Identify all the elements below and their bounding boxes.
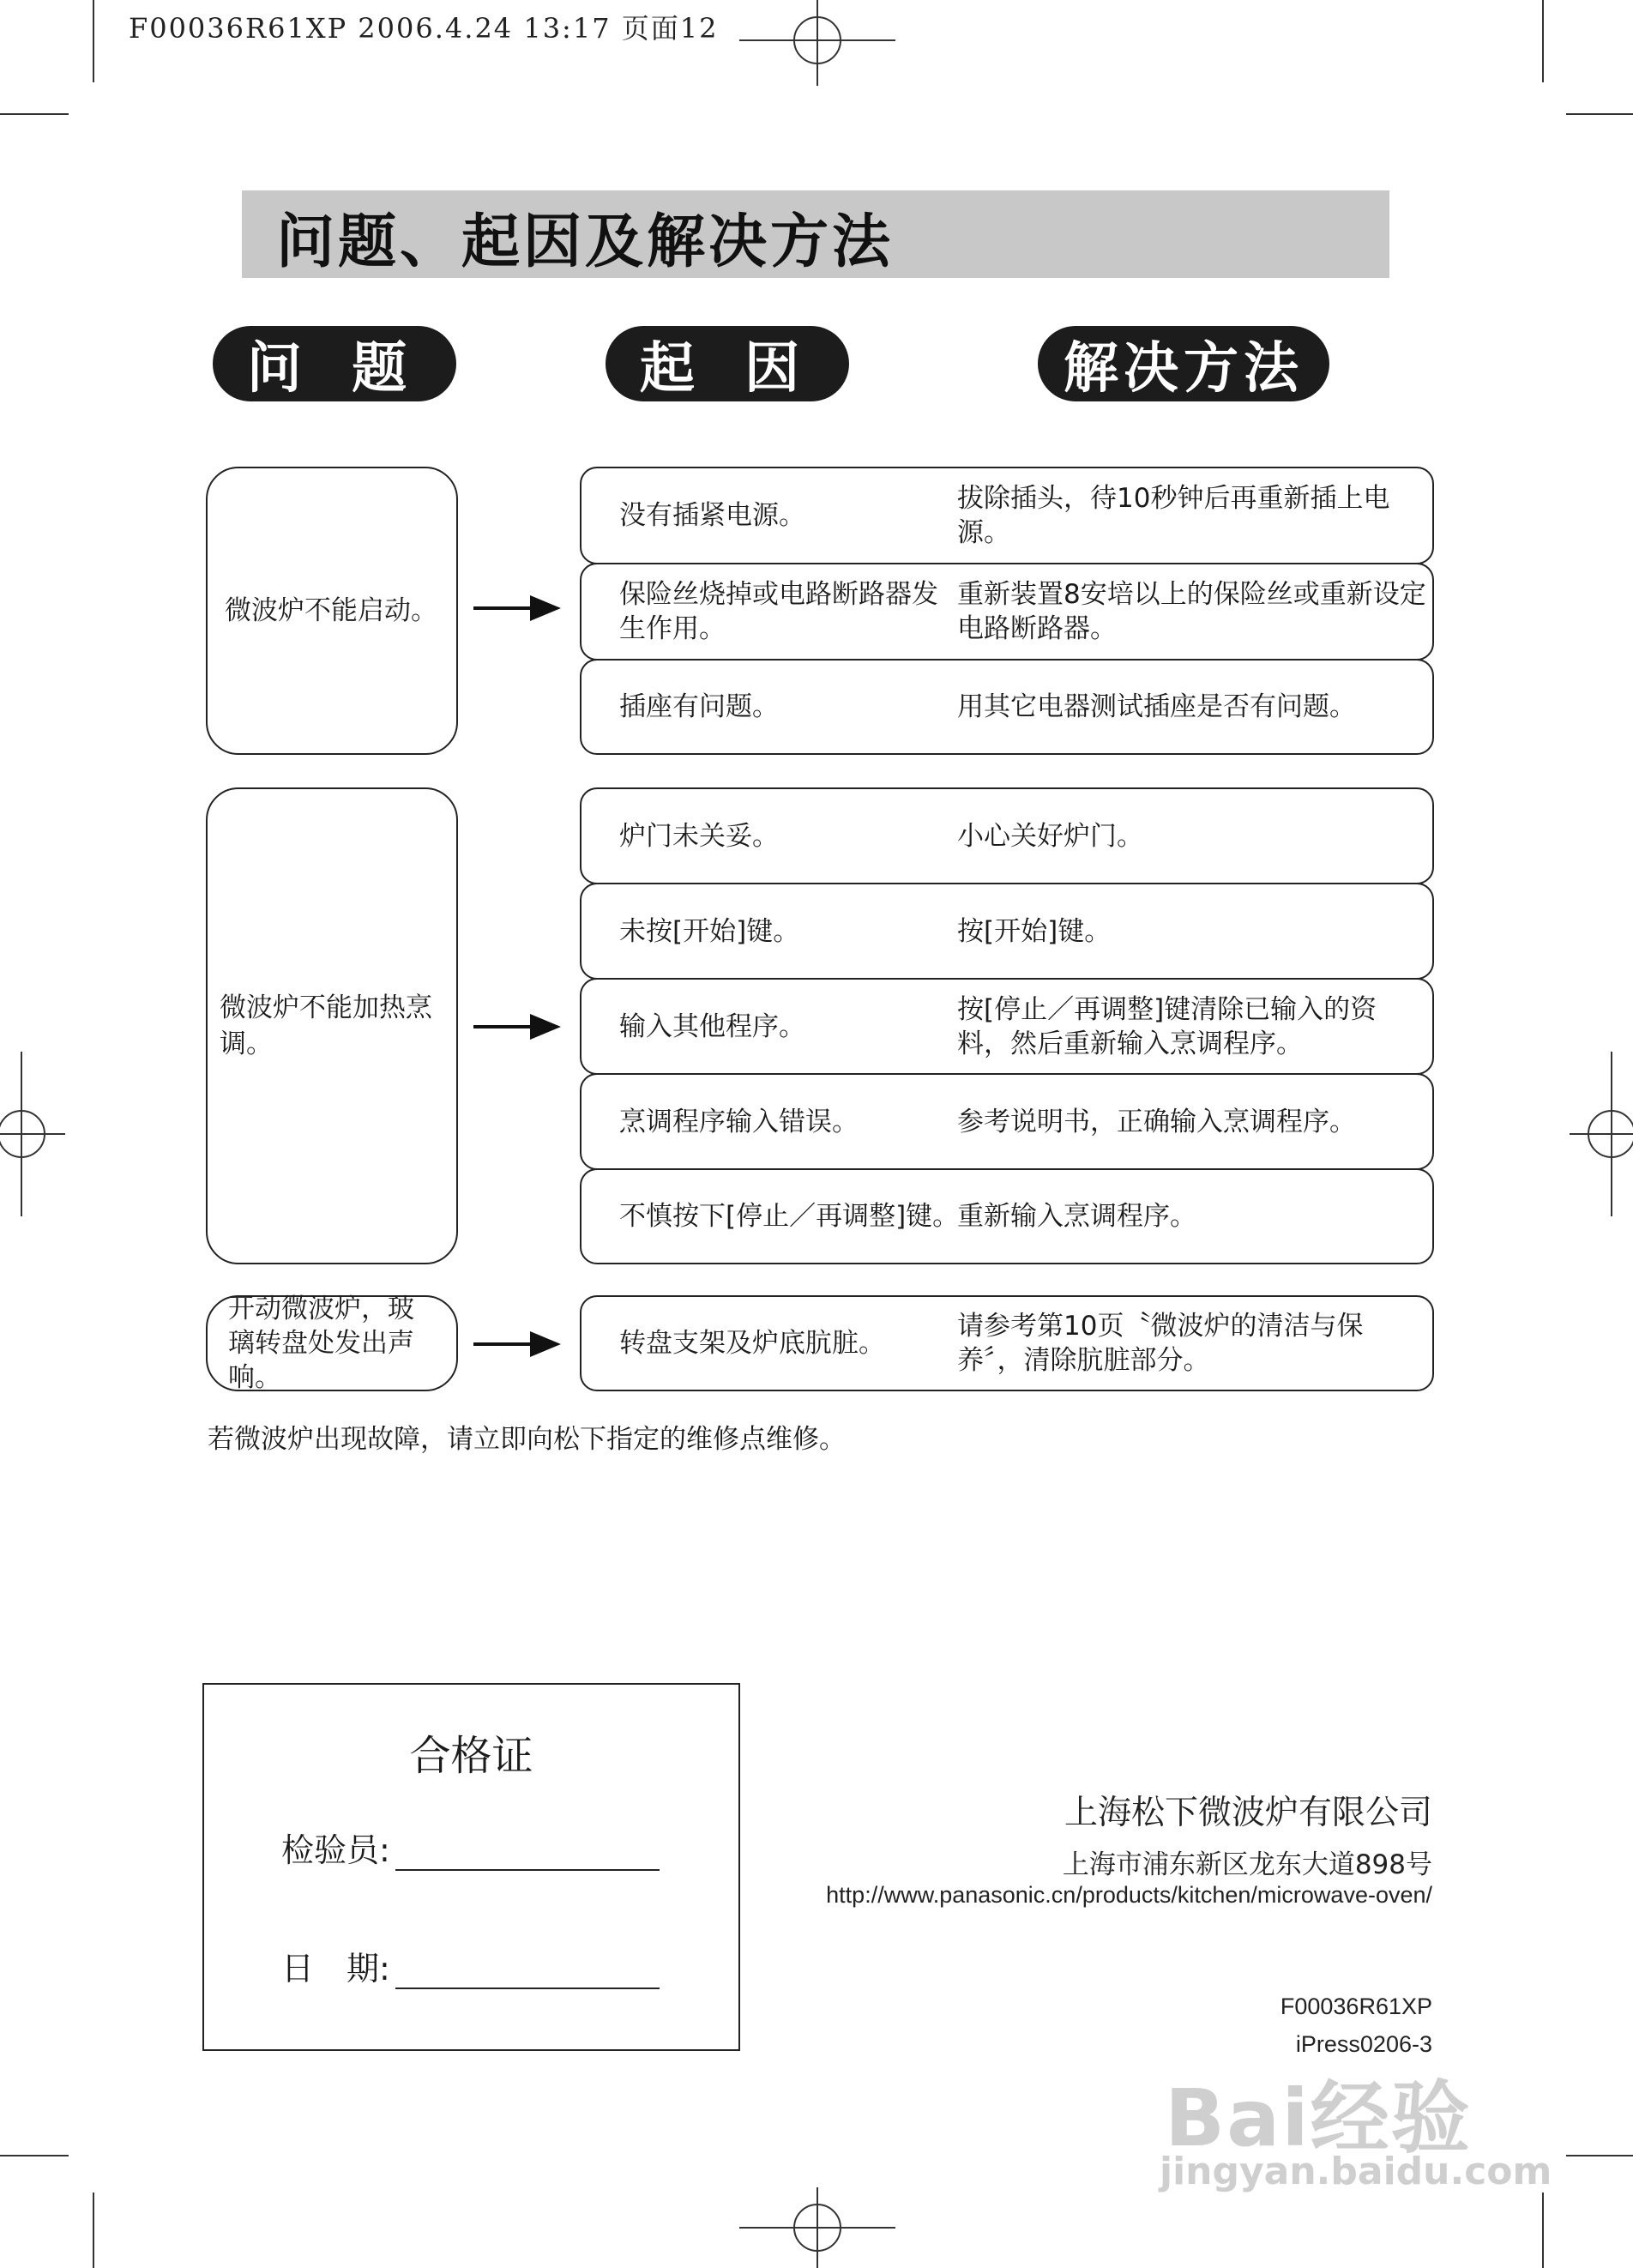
problem-text: 开动微波炉，玻璃转盘处发出声响。	[228, 1294, 414, 1393]
table-row	[580, 467, 1434, 564]
crop-mark-tl-h	[0, 113, 69, 115]
crop-mark-bl-h	[0, 2155, 69, 2156]
solution-text: 按[开始]键。	[957, 915, 1112, 947]
company-url: http://www.panasonic.cn/products/kitchen/microwave-oven/	[826, 1882, 1432, 1908]
certificate-title: 合格证	[409, 1732, 533, 1780]
header-problem-label: 问 题	[246, 337, 423, 401]
solution-text: 小心关好炉门。	[957, 820, 1143, 852]
table-row	[580, 1295, 1434, 1391]
cause-text: 不慎按下[停止／再调整]键。	[619, 1201, 960, 1232]
solution-text: 请参考第10页〝微波炉的清洁与保养〞，清除肮脏部分。	[957, 1311, 1364, 1376]
date-label: 日 期:	[281, 1950, 390, 1988]
cause-text: 炉门未关妥。	[619, 820, 779, 852]
cause-text: 输入其他程序。	[619, 1010, 805, 1042]
table-row	[580, 883, 1434, 980]
table-row	[580, 659, 1434, 755]
print-code: iPress0206-3	[1295, 2031, 1432, 2057]
crop-mark-br-h	[1566, 2155, 1633, 2156]
problem-box	[206, 467, 458, 755]
arrow-icon	[473, 594, 561, 623]
problem-text: 微波炉不能启动。	[225, 595, 437, 626]
page-title: 问题、起因及解决方法	[276, 208, 895, 276]
header-problem	[213, 326, 456, 401]
solution-text: 用其它电器测试插座是否有问题。	[957, 691, 1356, 722]
header-solution	[1038, 326, 1329, 401]
problem-text: 微波炉不能加热烹调。	[220, 992, 432, 1059]
crop-mark-bl-v	[93, 2193, 94, 2268]
problem-box	[206, 1295, 458, 1391]
problem-box	[206, 787, 458, 1264]
header-solution-label: 解决方法	[1064, 337, 1304, 401]
solution-text: 重新输入烹调程序。	[957, 1201, 1196, 1232]
table-row	[580, 1073, 1434, 1170]
company-address: 上海市浦东新区龙东大道898号	[1062, 1849, 1432, 1880]
inspector-signature-blank	[395, 1837, 660, 1871]
solution-text: 重新装置8安培以上的保险丝或重新设定电路断路器。	[957, 579, 1426, 644]
cause-text: 没有插紧电源。	[619, 500, 805, 531]
date-blank	[395, 1955, 660, 1989]
table-row	[580, 787, 1434, 884]
crop-mark-tl-v	[93, 0, 94, 82]
crop-mark-br-v	[1542, 2193, 1544, 2268]
header-cause	[606, 326, 849, 401]
arrow-icon	[473, 1330, 561, 1359]
date-line	[281, 1942, 660, 1989]
solution-text: 拔除插头，待10秒钟后再重新插上电源。	[957, 483, 1390, 548]
doc-code: F00036R61XP	[1280, 1994, 1432, 2019]
watermark-site: jingyan.baidu.com	[1160, 2150, 1552, 2193]
certificate-box	[202, 1683, 740, 2051]
arrow-icon	[473, 1012, 561, 1041]
watermark-logo: Bai经验	[1165, 2072, 1472, 2164]
crop-mark-tr-v	[1542, 0, 1544, 82]
cause-text: 烹调程序输入错误。	[619, 1106, 859, 1137]
table-row	[580, 1168, 1434, 1264]
solution-text: 参考说明书，正确输入烹调程序。	[957, 1106, 1356, 1137]
cause-text: 插座有问题。	[619, 691, 779, 722]
solution-text: 按[停止／再调整]键清除已输入的资料，然后重新输入烹调程序。	[957, 993, 1377, 1059]
cause-text: 转盘支架及炉底肮脏。	[619, 1328, 885, 1359]
table-row	[580, 563, 1434, 660]
cause-text: 未按[开始]键。	[619, 915, 800, 947]
title-band	[242, 190, 1389, 278]
cause-solution-group	[580, 787, 1434, 1264]
print-header: F00036R61XP 2006.4.24 13:17 页面12	[129, 12, 719, 45]
inspector-label: 检验员:	[281, 1831, 390, 1869]
inspector-line	[281, 1824, 660, 1871]
crop-mark-tr-h	[1566, 113, 1633, 115]
cause-text: 保险丝烧掉或电路断路器发生作用。	[619, 579, 938, 644]
table-row	[580, 978, 1434, 1075]
service-note: 若微波炉出现故障，请立即向松下指定的维修点维修。	[208, 1424, 846, 1455]
cause-solution-group	[580, 1295, 1434, 1391]
header-cause-label: 起 因	[639, 337, 816, 401]
cause-solution-group	[580, 467, 1434, 755]
company-name: 上海松下微波炉有限公司	[1064, 1794, 1432, 1832]
